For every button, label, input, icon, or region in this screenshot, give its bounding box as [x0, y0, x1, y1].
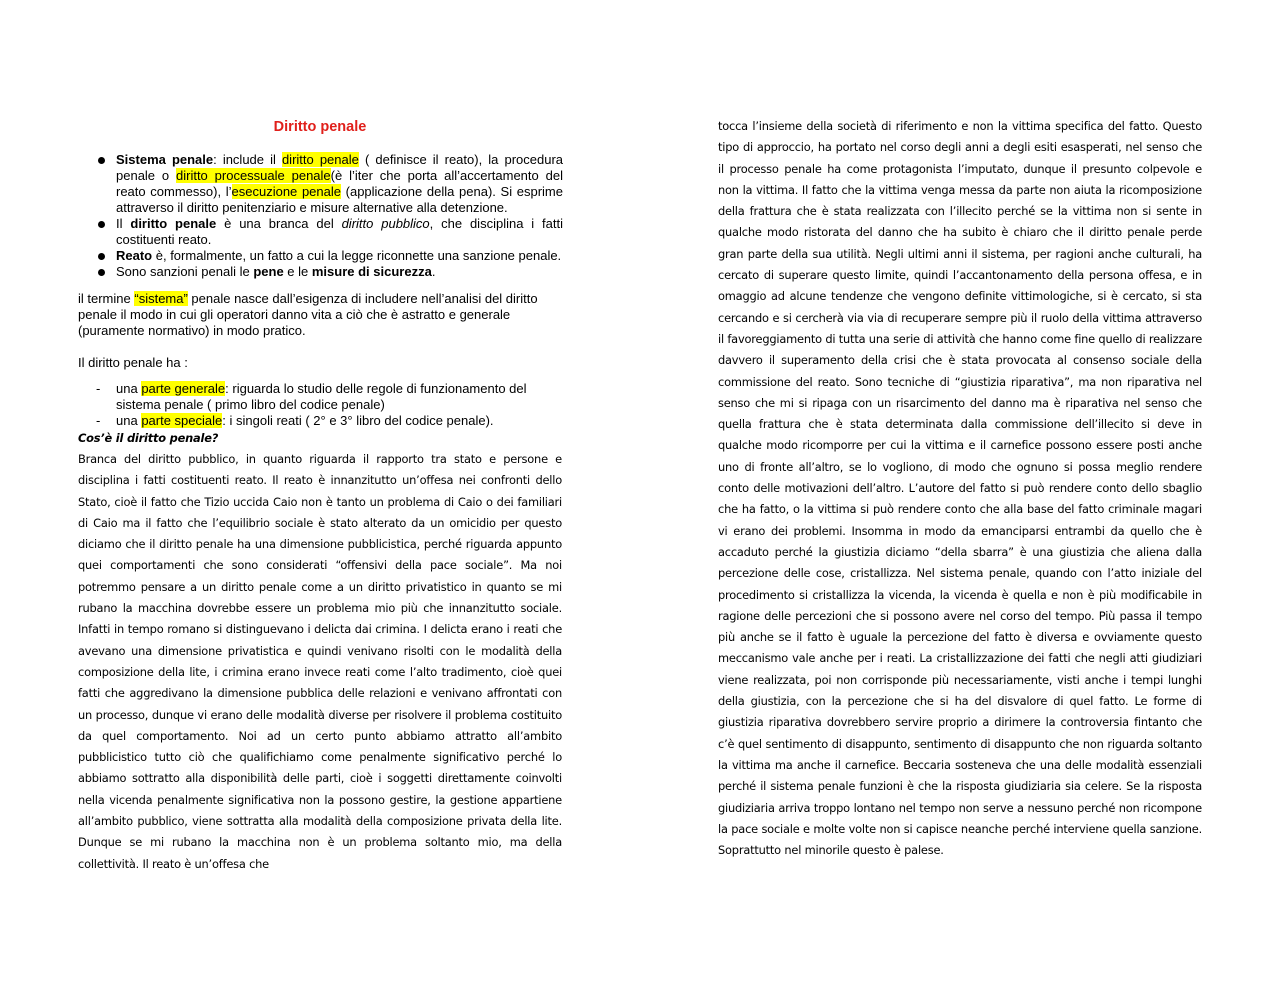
dash-marker: - — [96, 381, 101, 396]
highlight-parte-generale: parte generale — [141, 381, 226, 396]
highlight-diritto-processuale: diritto processuale penale — [176, 168, 331, 183]
dash-marker: - — [96, 413, 101, 428]
body-text-right: tocca l’insieme della società di riferimento e non la vittima specifica del fatto. Questo tipo di approccio, ha portato nel corso degli anni a degli esiti esasperati, nel senso che il processo penale ha come protagonista l’imputato, dunque il presunto colpevole e non la vittima. Il fatto che la vittima venga messa da parte non aiuta la ricomposizione della frattura che è stata realizzata con l’illecito perché se la vittima non si sente in qualche modo ristorata del danno che ha subito è chiaro che il diritto penale perde gran parte della sua utilità. Negli ultimi anni il sistema, per ragioni anche culturali, ha cercato di superare questo limite, quindi l’accantonamento della persona offesa, e in omaggio ad alcune tendenze che vengono definite vittimologiche, si è cercato, si sta cercando e si cercherà via via di recuperare sempre più il ruolo della vittima attraverso il favoreggiamento di tutta una serie di attività che hanno come fine quello di realizzare davvero il superamento della crisi che è stata provocata al consenso sociale della commissione del reato. Sono tecniche di “giustizia riparativa”, ma non riparativa nel senso che mi si ripaga con un risarcimento del danno ma è riparativa nel senso che quella frattura che è stata determinata dalla commissione dell’illecito si deve in qualche modo ricomporre per cui la vittima e il carnefice possono essere posti anche uno di fronte all’altro, se lo vogliono, di modo che ognuno si possa meglio rendere conto delle motivazioni dell’altro. L’autore del fatto si può rendere conto dello sbaglio che ha fatto, o la vittima si può rendere conto che alla base del fatto criminale magari vi erano dei problemi. Insomma in modo da emanciparsi entrambi da quello che è accaduto perché la giustizia diciamo “della sbarra” è una giustizia che aliena dalla percezione delle cose, cristallizza. Nel sistema penale, quando con l’atto iniziale del procedimento si cristallizza la vicenda, la vicenda è quella e non è più modificabile in ragione delle percezioni che si possono avere nel corso del tempo. Più passa il tempo più anche se il fatto è uguale la percezione del fatto è diversa e ovviamente questo meccanismo vale anche per i reati. La cristallizzazione dei fatti che negli atti giudiziari viene realizzata, poi non corrisponde più necessariamente, visti anche i tempi lunghi della giustizia, con la percezione che si ha del disvalore di quel fatto. Le forme di giustizia riparativa dovrebbero servire proprio a dirimere la controversia fintanto che c’è quel sentimento di disappunto, sentimento di disappunto che non riguarda soltanto la vittima ma anche il carnefice. Beccaria sosteneva che una delle modalità essenziali perché il sistema penale funzioni è che la risposta giudiziaria sia celere. Se la risposta giudiziaria arriva troppo lontano nel tempo non serve a nessuno perché non ricompone la pace sociale e molte volte non si capisce neanche perché interviene quella sanzione. Soprattutto nel minorile questo è palese. — [718, 119, 1202, 858]
paragraph-sistema: il termine “sistema” penale nasce dall’esigenza di includere nell’analisi del diritto penale il modo in cui gli operatori danno vita a ciò che è astratto e generale (puramente normativo) in modo pratico. — [78, 291, 538, 338]
term-sistema-penale: Sistema penale — [116, 152, 214, 167]
bullet-dot-icon — [98, 269, 105, 276]
body-text-left: Branca del diritto pubblico, in quanto riguarda il rapporto tra stato e persone e disciplina i fatti costituenti reato. Il reato è innanzitutto un’offesa nei confronti dello Stato, cioè il fatto che Tizio uccida Caio non è tanto un problema di Caio o dei familiari di Caio ma il fatto che l’equilibrio sociale è stato alterato da un omicidio per questo diciamo che il diritto penale ha una dimensione pubblicistica, perché riguarda appunto quei comportamenti che sono considerati “offensivi della pace sociale”. Ma noi potremmo pensare a un diritto penale come a un diritto privatistico in quanto se mi rubano la macchina dovrebbe essere un problema mio più che innanzitutto sociale. Infatti in tempo romano si distinguevano i delicta dai crimina. I delicta erano i reati che avevano una dimensione privatistica e quindi venivano risolti con le modalità della composizione della lite, i crimina erano invece reati come l’alto tradimento, cioè quei fatti che aggredivano la dimensione pubblica delle relazioni e venivano affrontati con un processo, dunque vi erano delle modalità diverse per risolvere il problema costituito da quel comportamento. Noi ad un certo punto abbiamo attratto all’ambito pubblicistico tutto ciò che qualifichiamo come penalmente significativo perché lo abbiamo sottratto alla disponibilità delle parti, cioè i soggetti direttamente coinvolti nella vicenda penalmente significativa non la possono gestire, la gestione appartiene all’ambito pubblico, viene sottratta alla modalità della composizione privata della lite. Dunque se mi rubano la macchina non è un problema soltanto mio, ma della collettività. Il reato è un’offesa che — [78, 452, 562, 871]
bullet-dot-icon — [98, 253, 105, 260]
paragraph-diritto-penale-ha: Il diritto penale ha : — [78, 355, 188, 370]
dash-list — [78, 381, 548, 429]
dash-item-parte-speciale: - una parte speciale: i singoli reati ( 2° e 3° libro del codice penale). — [96, 413, 494, 428]
highlight-diritto-penale: diritto penale — [281, 152, 359, 167]
bullet-list — [78, 152, 563, 280]
highlight-sistema: “sistema” — [134, 291, 188, 306]
bullet-reato: Reato è, formalmente, un fatto a cui la legge riconnette una sanzione penale. — [78, 248, 563, 264]
highlight-esecuzione-penale: esecuzione penale — [231, 184, 341, 199]
bullet-sistema-penale: Sistema penale: include il diritto penale ( definisce il reato), la procedura penale o diritto processuale penale(è l’iter che porta all’accertamento del reato commesso), l’esecuzione penale (applicazione della pena). Si esprime attraverso il diritto penitenziario e misure alternative alla detenzione. — [78, 152, 563, 216]
bullet-dot-icon — [98, 221, 105, 228]
bullet-sanzioni: Sono sanzioni penali le pene e le misure di sicurezza. — [78, 264, 563, 280]
right-page — [640, 0, 1280, 989]
dash-item-parte-generale: - una parte generale: riguarda lo studio delle regole di funzionamento del sistema penale ( primo libro del codice penale) — [96, 381, 527, 412]
section-heading: Cos’è il diritto penale? — [78, 431, 219, 445]
page-title: Diritto penale — [273, 119, 367, 135]
bullet-diritto-penale: Il diritto penale è una branca del diritto pubblico, che disciplina i fatti costituenti reato. — [78, 216, 563, 248]
highlight-parte-speciale: parte speciale — [141, 413, 223, 428]
bullet-dot-icon — [98, 157, 105, 164]
